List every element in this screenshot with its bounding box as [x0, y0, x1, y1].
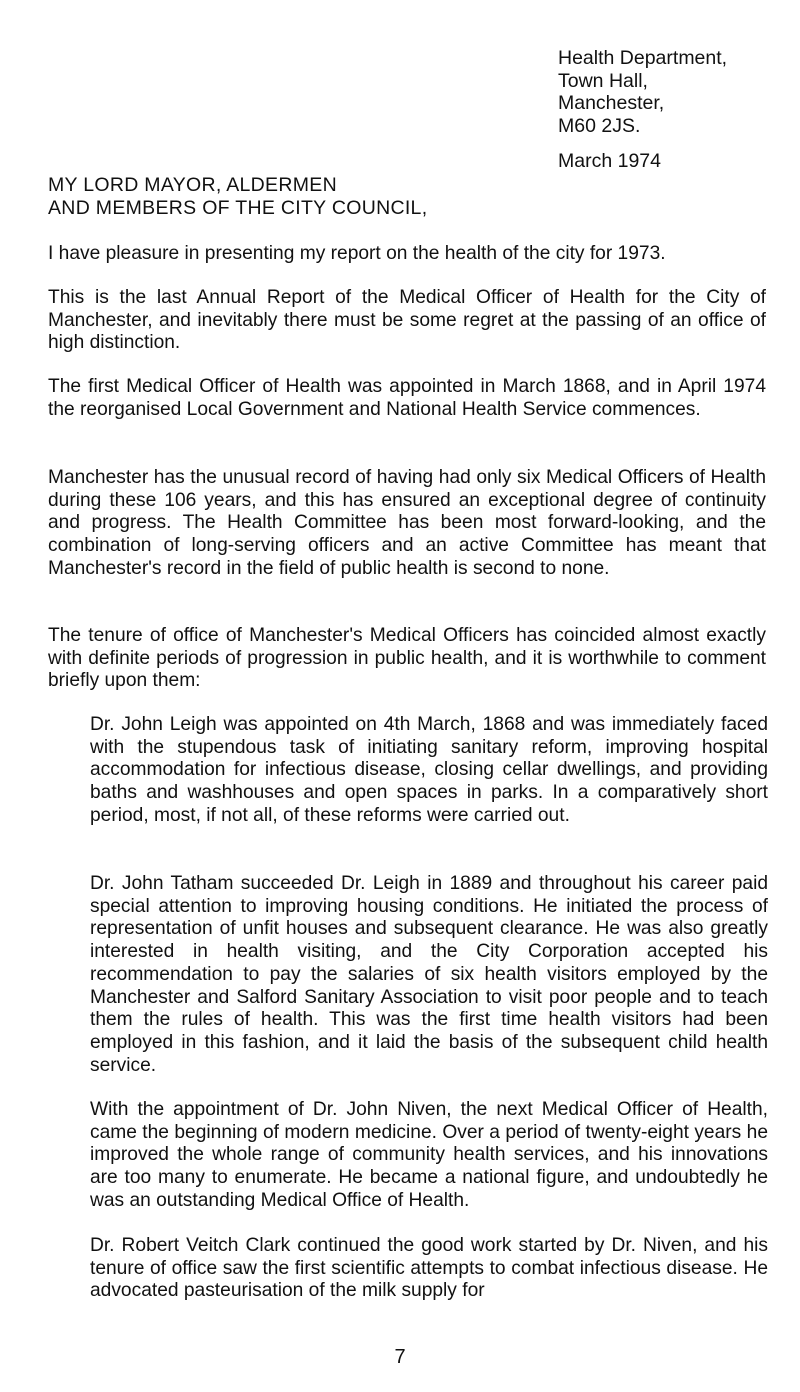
- address-line: M60 2JS.: [558, 114, 641, 137]
- sender-address: [558, 47, 727, 137]
- salutation-line: MY LORD MAYOR, ALDERMEN: [48, 174, 337, 196]
- address-line: Town Hall,: [558, 69, 648, 92]
- paragraph-intro: I have pleasure in presenting my report on the health of the city for 1973.: [48, 243, 666, 264]
- paragraph-first-moh: The first Medical Officer of Health was appointed in March 1868, and in April 1974 the reorganised Local Government and National Health Service commences.: [48, 376, 766, 420]
- paragraph-record: Manchester has the unusual record of having had only six Medical Officers of Health during these 106 years, and this has ensured an exceptional degree of continuity and progress. The Health Committee has been most forward-looking, and the combination of long-serving officers and an active Committee has meant that Manchester's record in the field of public health is second to none.: [48, 467, 766, 579]
- address-line: Manchester,: [558, 92, 665, 114]
- paragraph-tenure: The tenure of office of Manchester's Medical Officers has coincided almost exactly with definite periods of progression in public health, and it is worthwhile to comment briefly upon them:: [48, 625, 766, 692]
- salutation: [48, 174, 427, 219]
- paragraph-last-report: This is the last Annual Report of the Medical Officer of Health for the City of Manchester, and inevitably there must be some regret at the passing of an office of high distinction.: [48, 287, 766, 354]
- paragraph-tatham: Dr. John Tatham succeeded Dr. Leigh in 1889 and throughout his career paid special attention to improving housing conditions. He initiated the process of representation of unfit houses and subsequent clearance. He was also greatly interested in health visiting, and the City Corporation accepted his recommendation to pay the salaries of six health visitors employed by the Manchester and Salford Sanitary Association to visit poor people and to teach them the rules of health. This was the first time health visitors had been employed in this fashion, and it laid the basis of the subsequent child health service.: [90, 873, 768, 1076]
- letter-date: March 1974: [558, 150, 661, 172]
- paragraph-leigh: Dr. John Leigh was appointed on 4th March, 1868 and was immediately faced with the stupendous task of initiating sanitary reform, improving hospital accommodation for infectious disease, closing cellar dwellings, and providing baths and washhouses and open spaces in parks. In a comparatively short period, most, if not all, of these reforms were carried out.: [90, 714, 768, 826]
- paragraph-veitch-clark: Dr. Robert Veitch Clark continued the good work started by Dr. Niven, and his tenure of office saw the first scientific attempts to combat infectious disease. He advocated pasteurisation of the milk supply for: [90, 1235, 768, 1302]
- address-line: Health Department,: [558, 47, 728, 69]
- salutation-line: AND MEMBERS OF THE CITY COUNCIL,: [48, 196, 428, 219]
- page-number: 7: [394, 1346, 406, 1368]
- paragraph-niven: With the appointment of Dr. John Niven, the next Medical Officer of Health, came the beginning of modern medicine. Over a period of twenty-eight years he improved the whole range of community health services, and his innovations are too many to enumerate. He became a national figure, and undoubtedly he was an outstanding Medical Office of Health.: [90, 1099, 768, 1211]
